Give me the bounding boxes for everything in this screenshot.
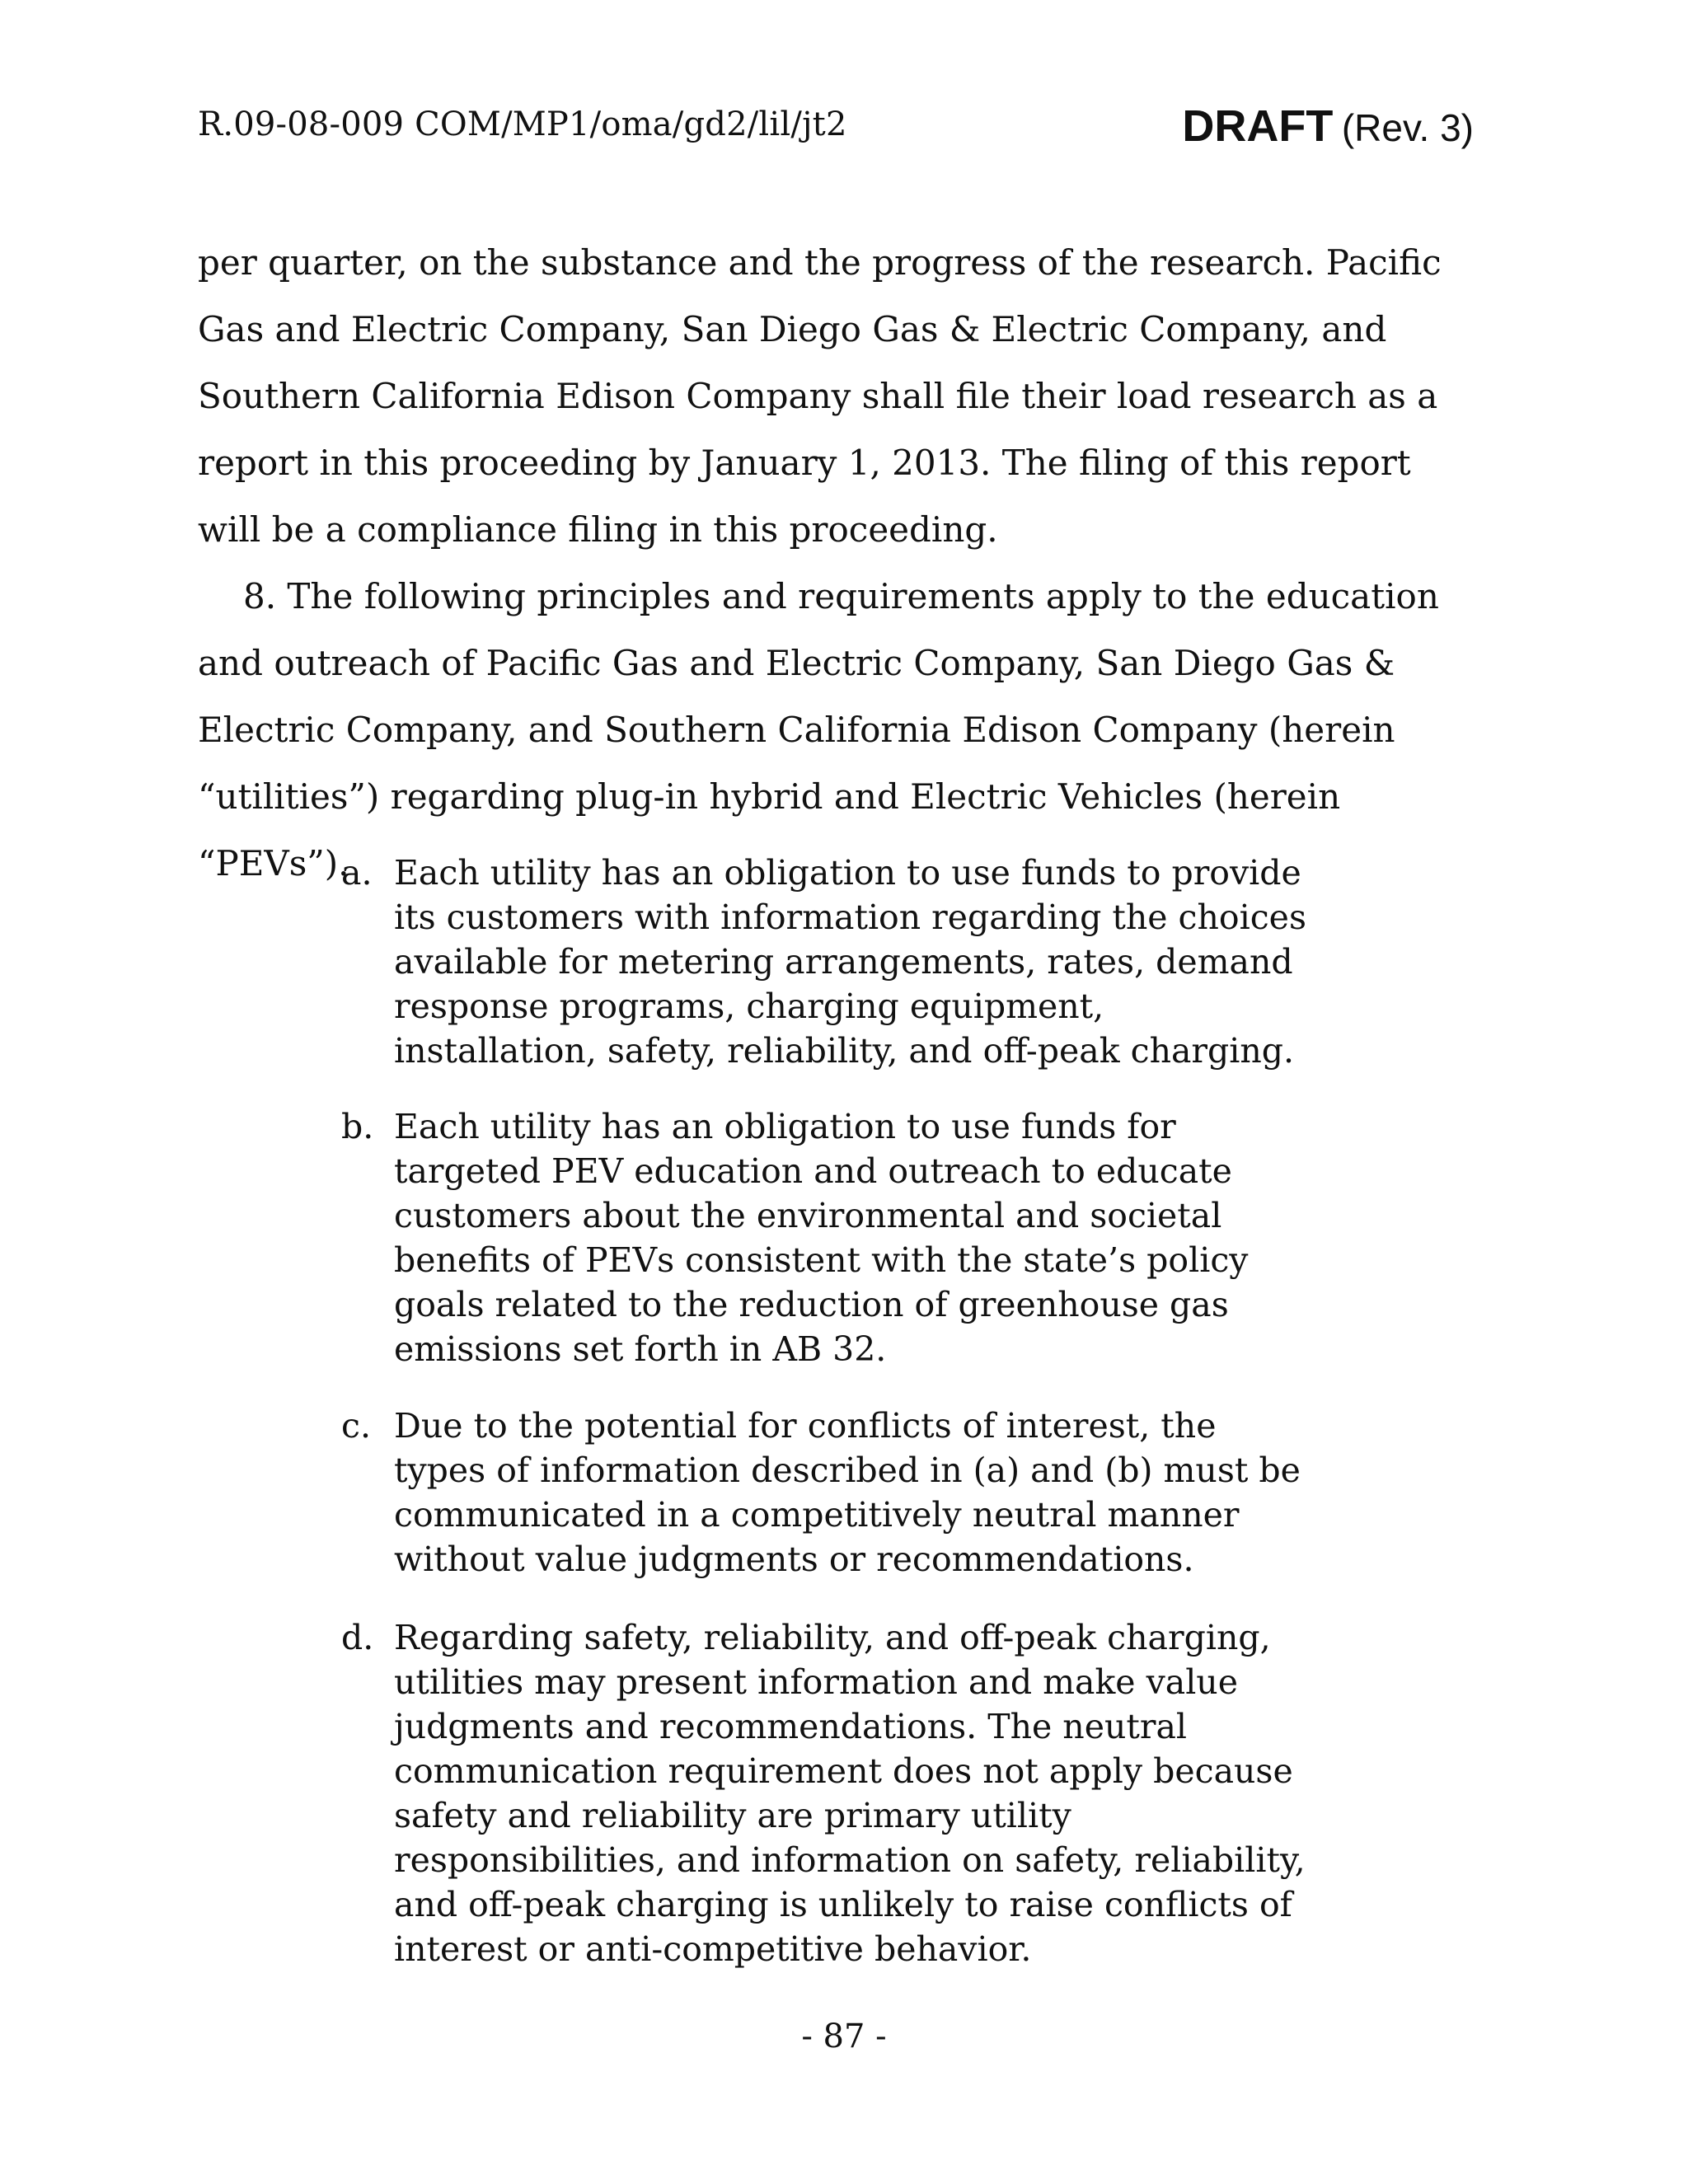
list-item-text: Each utility has an obligation to use funds for targeted PEV education and outreach to educate customers about the environmental and societal benefits of PEVs consistent with the state’s policy goals related to the reduction of greenhouse gas emissions set forth in AB 32. bbox=[394, 1107, 1249, 1369]
docket-number: R.09-08-009 COM/MP1/oma/gd2/lil/jt2 bbox=[198, 105, 847, 143]
list-item-label: d. bbox=[341, 1618, 374, 1657]
continuation-paragraph: per quarter, on the substance and the progress of the research. Pacific Gas and Electric Company, San Diego Gas & Electric Company, and Southern California Edison Company shall file their load research as a report in this proceeding by January 1, 2013. The filing of this report will be a compliance filing in this proceeding. bbox=[198, 242, 1442, 550]
paragraph-8: 8. The following principles and requirements apply to the education and outreach of Pacific Gas and Electric Company, San Diego Gas & Electric Company, and Southern California Edison Company (herein “utilities”) regarding plug-in hybrid and Electric Vehicles (herein “PEVs”). bbox=[198, 576, 1439, 883]
list-item-label: b. bbox=[341, 1107, 374, 1146]
list-item-text: Each utility has an obligation to use funds to provide its customers with information regarding the choices available for metering arrangements, rates, demand response programs, charging equipment, installation, safety, reliability, and off-peak charging. bbox=[394, 853, 1306, 1071]
list-item-label: c. bbox=[341, 1406, 371, 1446]
list-item-label: a. bbox=[341, 853, 373, 893]
list-item-text: Due to the potential for conflicts of interest, the types of information described in (a) and (b) must be communicated in a competitively neutral manner without value judgments or recommendations. bbox=[394, 1406, 1301, 1579]
revision-label: (Rev. 3) bbox=[1341, 106, 1474, 149]
draft-status bbox=[1182, 101, 1474, 152]
page-number: - 87 - bbox=[801, 2018, 887, 2055]
list-item-a bbox=[341, 851, 1314, 1073]
draft-label: DRAFT bbox=[1182, 101, 1334, 151]
list-item-b bbox=[341, 1104, 1314, 1371]
list-item-c bbox=[341, 1404, 1314, 1582]
list-item-text: Regarding safety, reliability, and off-peak charging, utilities may present information and make value judgments and recommendations. The neutral communication requirement does not apply because safety and reliability are primary utility responsibilities, and information on safety, reliability, and off-peak charging is unlikely to raise conflicts of interest or anti-competitive behavior. bbox=[394, 1618, 1306, 1969]
list-item-d bbox=[341, 1615, 1314, 1971]
